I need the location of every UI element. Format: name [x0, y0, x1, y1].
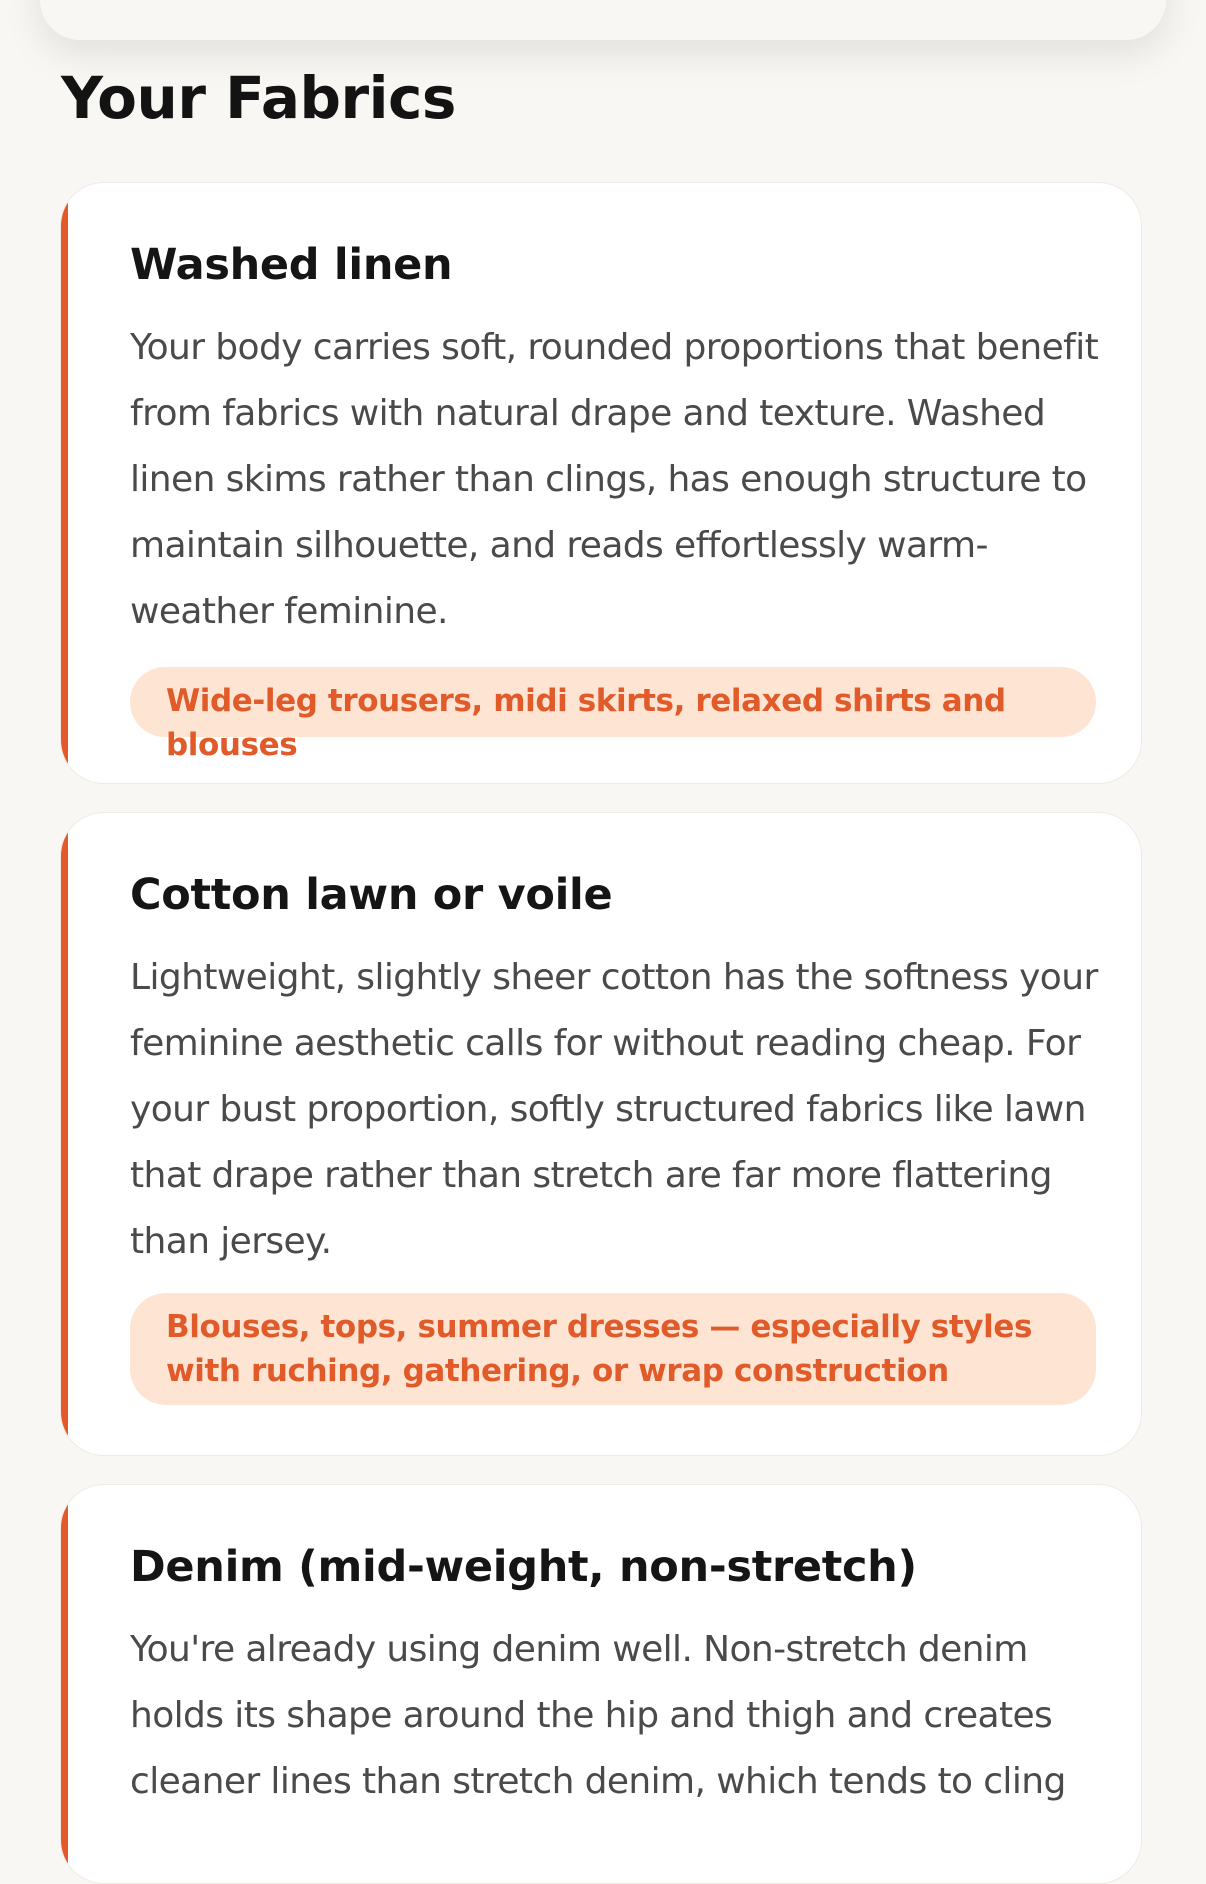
section-title: Your Fabrics: [61, 64, 456, 132]
fabric-card-title: Cotton lawn or voile: [130, 870, 613, 920]
fabric-card-description: You're already using denim well. Non-stretch denim holds its shape around the hip and thigh and creates cleaner lines than stretch denim, which tends to cling: [130, 1629, 1066, 1802]
fabric-card-denim: [60, 1484, 1142, 1884]
fabric-card-title: Denim (mid-weight, non-stretch): [130, 1542, 917, 1592]
fabric-card-cotton-lawn: [60, 812, 1142, 1456]
fabric-uses-tag: Wide-leg trousers, midi skirts, relaxed shirts and blouses: [130, 667, 1096, 737]
fabric-card-washed-linen: [60, 182, 1142, 784]
fabric-card-title: Washed linen: [130, 240, 453, 290]
fabric-uses-tag: Blouses, tops, summer dresses — especially styles with ruching, gathering, or wrap construction: [130, 1293, 1096, 1405]
fabric-card-description: Your body carries soft, rounded proportions that benefit from fabrics with natural drape and texture. Washed linen skims rather than clings, has enough structure to maintain silhouette, and reads effortlessly warm-weather feminine.: [130, 327, 1099, 632]
fabric-card-description: Lightweight, slightly sheer cotton has the softness your feminine aesthetic calls for without reading cheap. For your bust proportion, softly structured fabrics like lawn that drape rather than stretch are far more flattering than jersey.: [130, 957, 1098, 1262]
